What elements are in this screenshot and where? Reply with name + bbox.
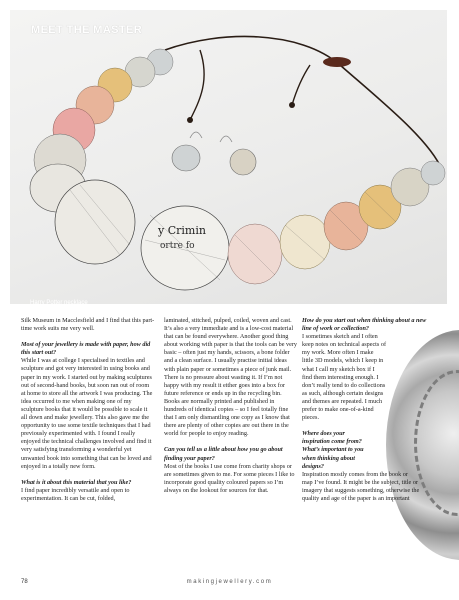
photo-caption: Harry Potter necklace xyxy=(30,300,88,304)
question-heading: What is it about this material that you like? xyxy=(21,478,132,486)
cord-tail-right xyxy=(292,65,310,105)
hero-photo xyxy=(10,10,447,304)
paragraph: I sometimes sketch and I often keep notes on technical aspects of my work. More often I make little 3D models, which I keep in what I call my sketch box if I find them interesting enough. I don’t really tend to do collections as such, although certain designs and themes are repeated. I much prefer to make one-of-a-kind pieces. xyxy=(302,333,387,422)
bead xyxy=(280,215,330,269)
earring-right xyxy=(230,149,256,175)
section-label: MEET THE MASTER xyxy=(31,24,143,36)
necklace-cord xyxy=(165,36,442,170)
bead xyxy=(421,161,445,185)
cord-tail-left xyxy=(190,50,204,120)
text-column-2 xyxy=(164,317,298,503)
bead-large-left xyxy=(55,180,135,264)
text-column-1 xyxy=(21,317,155,511)
paragraph: While I was at college I specialised in textiles and sculpture and got very interested in using books and paper in my work. I started out by making sculptures out of second-hand books, but soon ran out of room at home to store all the artwork I was producing. The idea occurred to me when making one of my sculpture books that it would be possible to scale it all down and make jewellery. This also gave me the opportunity to use some textile techniques that I had previously experimented with. I found I really enjoyed the technical challenges involved and find it very satisfying transforming a wonderful yet unwanted book into something that can be loved and enjoyed in a totally new form. xyxy=(21,357,153,470)
question-heading: How do you start out when thinking about a new line of work or collection? xyxy=(302,317,427,333)
question-heading: Where does your inspiration come from? What’s important to you when thinking about designs? xyxy=(302,430,364,470)
paragraph: I find paper incredibly versatile and open to experimentation. It can be cut, folded, xyxy=(21,486,130,502)
paragraph: Inspiration mostly comes from the book or map I’ve found. It might be the subject, title or imagery that suggests something, otherwise the quality and age of the paper is an important xyxy=(302,470,420,502)
earring-hook-left xyxy=(190,132,202,138)
earring-hook-right xyxy=(220,136,232,142)
paragraph: Most of the books I use come from charity shops or are sometimes given to me. For some pieces I like to incorporate good quality coloured papers so I’m always on the lookout for sources for that. xyxy=(164,462,295,494)
page-number: 78 xyxy=(21,579,28,585)
bead-text-1: y Crimin xyxy=(158,224,206,237)
clasp-bead xyxy=(323,57,351,67)
question-heading: Can you tell us a little about how you go about finding your paper? xyxy=(164,446,283,462)
cord-knot-left xyxy=(187,117,193,123)
text-column-3 xyxy=(302,317,428,511)
earring-left xyxy=(172,145,200,171)
question-heading: Most of your jewellery is made with paper, how did this start out? xyxy=(21,341,151,357)
cord-knot-right xyxy=(289,102,295,108)
paragraph: Silk Museum in Macclesfield and I find that this part-time work suits me very well. xyxy=(21,317,155,333)
bead xyxy=(228,224,282,284)
paragraph: laminated, stitched, pulped, coiled, woven and cast. It’s also a very immediate and is a low-cost material that can be found everywhere. Another good thing about working with paper is that the tools can be very basic – often just my hands, scissors, a bone folder and a clean surface. I usually practise initial ideas with plain paper or sometimes a piece of junk mail. There is no pressure about wasting it. If I’m not happy with my result it either goes into a box for future reference or ends up in the recycling bin. Books are normally printed and published in hundreds of identical copies – so I feel totally fine that I am only dismantling one copy as I know that there are plenty of other copies are out there in the world for people to enjoy reading. xyxy=(164,317,297,438)
footer-website: makingjewellery.com xyxy=(186,579,273,585)
necklace-illustration xyxy=(10,10,447,304)
bead-text-2: ortre fo xyxy=(160,241,195,251)
